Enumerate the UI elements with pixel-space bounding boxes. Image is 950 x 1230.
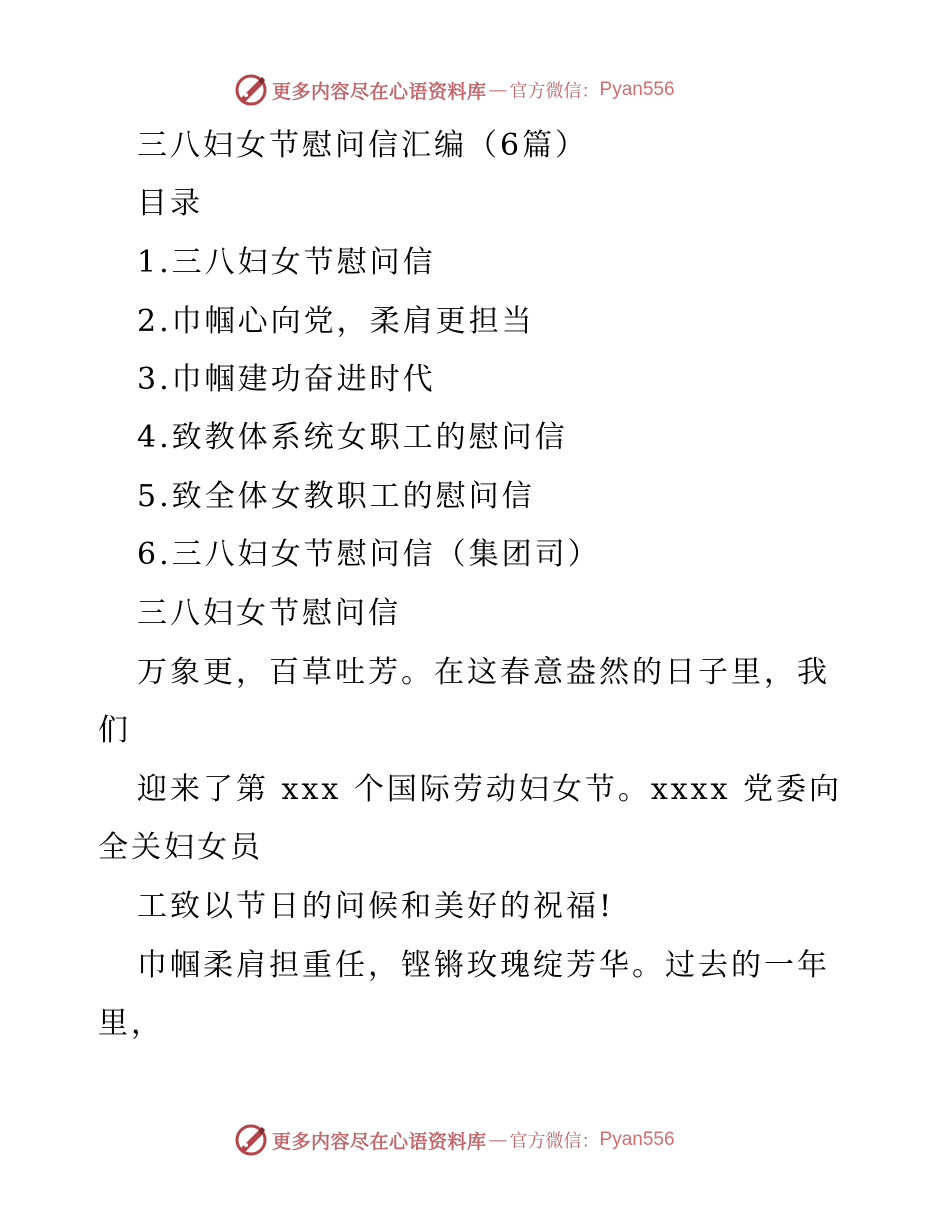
paragraph-1-line-1: 万象更，百草吐芳。在这春意盎然的日子里，我 — [137, 655, 830, 690]
toc-item-6: 6.三八妇女节慰问信（集团司） — [137, 537, 601, 572]
watermark-official-label: 官方微信： — [509, 1131, 600, 1152]
paragraph-2-line-2: 全关妇女员 — [98, 830, 263, 865]
toc-item-3: 3.巾帼建功奋进时代 — [137, 362, 436, 397]
watermark-dash: — — [488, 79, 508, 101]
document-title: 三八妇女节慰问信汇编（6篇） — [137, 128, 589, 163]
paragraph-2-line-1: 迎来了第 xxx 个国际劳动妇女节。xxxx 党委向 — [137, 772, 843, 807]
watermark-dash: — — [488, 1129, 508, 1151]
paragraph-3-line-1: 工致以节日的问候和美好的祝福! — [137, 889, 615, 924]
watermark-banner-top — [234, 72, 675, 108]
toc-item-5: 5.致全体女教职工的慰问信 — [137, 479, 535, 514]
watermark-wechat-id: Pyan556 — [599, 79, 675, 100]
toc-item-2: 2.巾帼心向党，柔肩更担当 — [137, 304, 535, 339]
pen-logo-icon — [234, 73, 268, 107]
pen-logo-icon — [234, 1123, 268, 1157]
watermark-official-label: 官方微信： — [509, 81, 600, 102]
toc-item-1: 1.三八妇女节慰问信 — [137, 245, 436, 280]
toc-item-4: 4.致教体系统女职工的慰问信 — [137, 420, 568, 455]
section-title: 三八妇女节慰问信 — [137, 596, 401, 631]
paragraph-4-line-2: 里， — [98, 1006, 164, 1041]
toc-heading: 目录 — [137, 186, 203, 221]
watermark-banner-bottom — [234, 1122, 675, 1158]
watermark-text: 更多内容尽在心语资料库 — [272, 80, 487, 103]
paragraph-4-line-1: 巾帼柔肩担重任，铿锵玫瑰绽芳华。过去的一年 — [137, 948, 830, 983]
watermark-wechat-id: Pyan556 — [599, 1129, 675, 1150]
paragraph-1-line-2: 们 — [98, 713, 131, 748]
watermark-text: 更多内容尽在心语资料库 — [272, 1130, 487, 1153]
